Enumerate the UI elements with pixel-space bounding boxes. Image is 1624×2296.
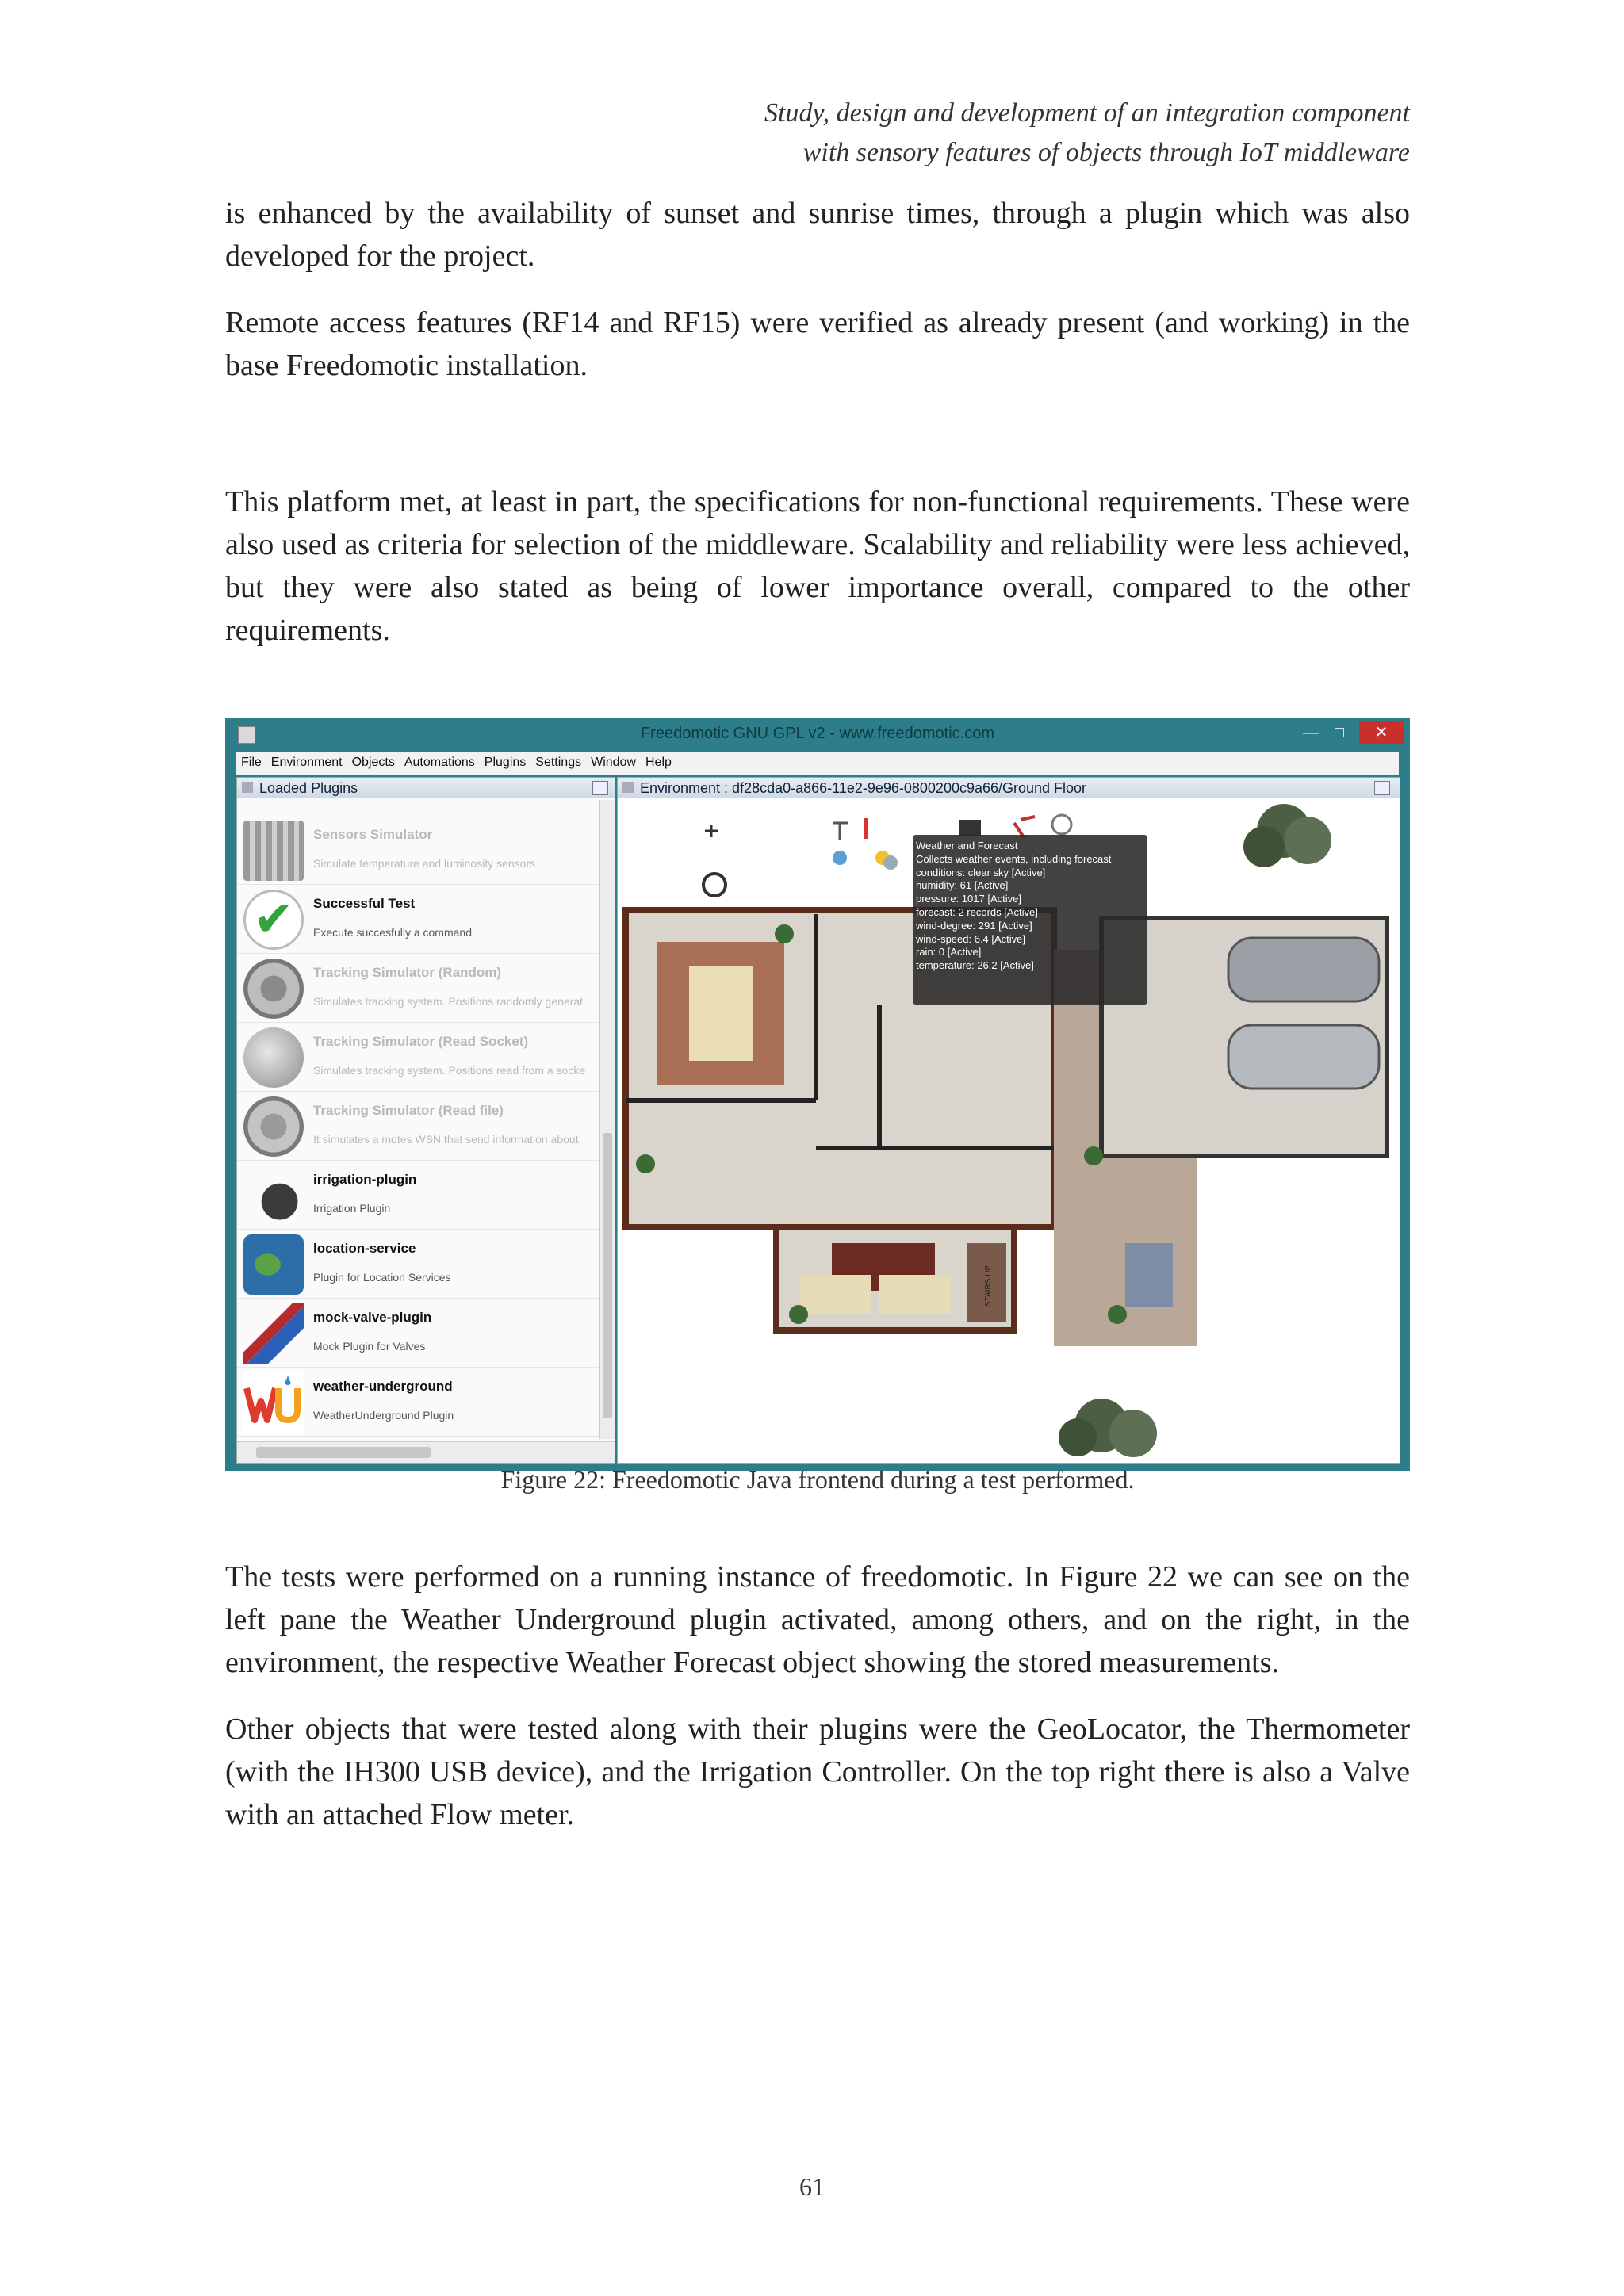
scroll-thumb[interactable] bbox=[603, 1133, 612, 1418]
environment-pane bbox=[617, 777, 1400, 1464]
watering-can-icon bbox=[243, 1165, 304, 1226]
menu-environment[interactable]: Environment bbox=[270, 756, 343, 769]
stairs-label: STAIRS UP bbox=[984, 1265, 993, 1307]
plant-icon bbox=[1108, 1305, 1127, 1324]
running-head-line-1: Study, design and development of an integration component bbox=[764, 98, 1410, 128]
plugin-item[interactable] bbox=[237, 816, 599, 885]
menu-window[interactable]: Window bbox=[591, 756, 636, 769]
tooltip-line: conditions: clear sky [Active] bbox=[916, 866, 1046, 878]
maximize-icon[interactable]: □ bbox=[1334, 724, 1345, 741]
plugin-name: mock-valve-plugin bbox=[313, 1310, 432, 1325]
environment-title: Environment : df28cda0-a866-11e2-9e96-0800200c9a66/Ground Floor bbox=[640, 780, 1087, 796]
plugin-item[interactable] bbox=[237, 954, 599, 1023]
wind-turbine-icon bbox=[833, 823, 848, 840]
loaded-plugins-pane bbox=[236, 777, 615, 1464]
globe-icon bbox=[243, 1027, 304, 1088]
plugin-desc: Irrigation Plugin bbox=[313, 1202, 391, 1215]
flow-meter-icon bbox=[1052, 815, 1071, 834]
tooltip-line: pressure: 1017 [Active] bbox=[916, 893, 1021, 905]
window-title: Freedomotic GNU GPL v2 - www.freedomotic.com bbox=[640, 725, 995, 742]
page-number: 61 bbox=[799, 2172, 825, 2201]
tree-icon bbox=[1243, 804, 1331, 867]
loaded-plugins-header bbox=[237, 778, 615, 798]
tooltip-line: wind-speed: 6.4 [Active] bbox=[916, 932, 1026, 945]
window-titlebar bbox=[225, 718, 1410, 752]
plant-icon bbox=[775, 924, 794, 943]
compass-icon bbox=[705, 825, 718, 837]
tooltip-line: wind-degree: 291 [Active] bbox=[916, 919, 1032, 932]
world-map-icon bbox=[243, 1234, 304, 1295]
figure-screenshot bbox=[225, 718, 1410, 1471]
plugin-desc: Mock Plugin for Valves bbox=[313, 1340, 426, 1353]
plugin-item[interactable] bbox=[237, 1368, 599, 1437]
plugin-name: Successful Test bbox=[313, 896, 416, 911]
menu-bar bbox=[236, 752, 1399, 775]
menu-help[interactable]: Help bbox=[645, 756, 672, 769]
plugin-item[interactable] bbox=[237, 1299, 599, 1368]
menu-automations[interactable]: Automations bbox=[404, 756, 475, 769]
pane-restore-icon[interactable] bbox=[592, 781, 608, 795]
vertical-scrollbar[interactable] bbox=[599, 800, 615, 1439]
plugin-desc: WeatherUnderground Plugin bbox=[313, 1409, 454, 1422]
tooltip-line: humidity: 61 [Active] bbox=[916, 879, 1009, 892]
plugin-item[interactable] bbox=[237, 1023, 599, 1092]
plugin-desc: Execute succesfully a command bbox=[313, 926, 472, 939]
car-icon bbox=[1228, 1025, 1379, 1089]
tooltip-line: temperature: 26.2 [Active] bbox=[916, 959, 1034, 972]
environment-header bbox=[618, 778, 1400, 798]
thermometer-icon bbox=[864, 818, 868, 839]
menu-file[interactable]: File bbox=[241, 756, 262, 769]
plugin-item[interactable] bbox=[237, 1092, 599, 1161]
menu-objects[interactable]: Objects bbox=[351, 756, 395, 769]
running-head bbox=[764, 94, 1410, 173]
armchair bbox=[879, 1275, 951, 1314]
plugin-desc: Simulates tracking system. Positions read from a socke bbox=[313, 1064, 586, 1077]
scroll-thumb[interactable] bbox=[256, 1447, 431, 1458]
paragraph-5: Other objects that were tested along with their plugins were the GeoLocator, the Thermometer (with the IH300 USB device), and the Irrigation Controller. On the top right there is also a Valve with an attached Flow meter. bbox=[225, 1712, 1410, 1831]
plugin-item[interactable] bbox=[237, 1230, 599, 1299]
plugin-name: Tracking Simulator (Read Socket) bbox=[313, 1034, 529, 1049]
sensors-icon bbox=[243, 821, 304, 881]
checkmark-icon: ✔ bbox=[243, 890, 304, 950]
paragraph-1: is enhanced by the availability of sunset and sunrise times, through a plugin which was also developed for the project. bbox=[225, 197, 1410, 273]
figure-caption: Figure 22: Freedomotic Java frontend during a test performed. bbox=[500, 1465, 1135, 1494]
menu-settings[interactable]: Settings bbox=[535, 756, 582, 769]
pane-restore-icon[interactable] bbox=[1374, 781, 1390, 795]
clock-icon bbox=[703, 874, 726, 896]
plugin-name: location-service bbox=[313, 1241, 416, 1256]
radar-icon bbox=[243, 1096, 304, 1157]
loaded-plugins-title: Loaded Plugins bbox=[259, 780, 358, 796]
menu-plugins[interactable]: Plugins bbox=[484, 756, 527, 769]
tooltip-line: Collects weather events, including forecast bbox=[916, 852, 1112, 865]
tree-icon bbox=[1059, 1399, 1157, 1457]
plugin-desc: Plugin for Location Services bbox=[313, 1271, 451, 1284]
tooltip-line: rain: 0 [Active] bbox=[916, 946, 982, 959]
plugin-name: weather-underground bbox=[313, 1379, 453, 1394]
bed bbox=[689, 966, 753, 1061]
close-icon[interactable]: ✕ bbox=[1359, 721, 1404, 744]
paragraph-4: The tests were performed on a running instance of freedomotic. In Figure 22 we can see on the left pane the Weather Underground plugin activated, among others, and on the right, in the environment, the respective Weather Forecast object showing the stored measurements. bbox=[225, 1560, 1410, 1679]
plugin-name: Tracking Simulator (Random) bbox=[313, 965, 502, 980]
pane-icon bbox=[622, 782, 634, 793]
plant-icon bbox=[1084, 1146, 1103, 1165]
plant-icon bbox=[636, 1154, 655, 1173]
paragraph-2: Remote access features (RF14 and RF15) were verified as already present (and working) in the base Freedomotic installation. bbox=[225, 306, 1410, 382]
dining-table bbox=[1125, 1243, 1173, 1307]
plugin-item[interactable] bbox=[237, 1161, 599, 1230]
plugin-list bbox=[237, 800, 599, 1439]
plugin-name: Sensors Simulator bbox=[313, 827, 433, 842]
monitor-icon bbox=[959, 820, 981, 836]
weather-tooltip bbox=[913, 835, 1147, 1004]
plugin-desc: Simulates tracking system. Positions randomly generat bbox=[313, 995, 584, 1008]
plant-icon bbox=[789, 1305, 808, 1324]
valve-icon bbox=[243, 1303, 304, 1364]
paragraph-3: This platform met, at least in part, the specifications for non-functional requirements. These were also used as criteria for selection of the middleware. Scalability and reliability were less achieved, but they were also stated as being of lower importance overall, compared to the other requirements. bbox=[225, 485, 1410, 647]
minimize-icon[interactable]: — bbox=[1303, 724, 1319, 741]
pane-icon bbox=[242, 782, 253, 793]
plugin-desc: Simulate temperature and luminosity sensors bbox=[313, 857, 536, 870]
tooltip-line: forecast: 2 records [Active] bbox=[916, 905, 1038, 918]
weather-underground-logo-icon bbox=[243, 1372, 304, 1433]
running-head-line-2: with sensory features of objects through IoT middleware bbox=[802, 138, 1410, 167]
armchair bbox=[800, 1275, 871, 1314]
plugin-name: Tracking Simulator (Read file) bbox=[313, 1103, 504, 1118]
tooltip-line: Weather and Forecast bbox=[916, 840, 1018, 851]
plugin-item[interactable] bbox=[237, 885, 599, 954]
radar-icon bbox=[243, 959, 304, 1019]
plugin-name: irrigation-plugin bbox=[313, 1172, 417, 1187]
horizontal-scrollbar[interactable] bbox=[237, 1441, 615, 1463]
car-icon bbox=[1228, 938, 1379, 1001]
weather-icon bbox=[833, 851, 898, 870]
plugin-desc: It simulates a motes WSN that send information about bbox=[313, 1133, 579, 1146]
